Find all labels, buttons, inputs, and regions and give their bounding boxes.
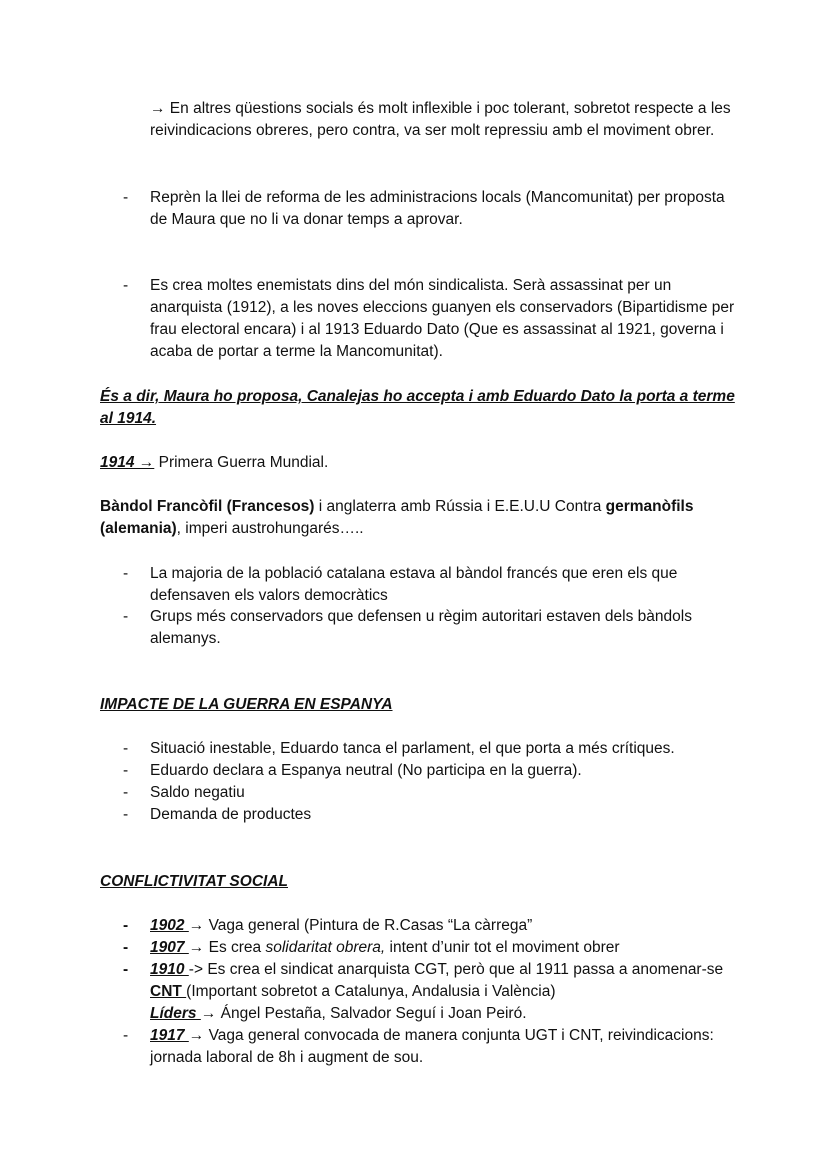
conflict-heading: CONFLICTIVITAT SOCIAL [100, 873, 288, 890]
summary-paragraph: És a dir, Maura ho proposa, Canalejas ho accepta i amb Eduardo Dato la porta a terme al 1914. [100, 388, 735, 427]
list-item-text: Grups més conservadors que defensen u règim autoritari estaven dels bàndols alemanys. [150, 608, 692, 647]
list-item-text: Eduardo declara a Espanya neutral (No participa en la guerra). [150, 762, 582, 779]
list-item-text: → Vaga general (Pintura de R.Casas “La càrrega” [188, 917, 533, 934]
list-item-text: intent d’unir tot el moviment obrer [385, 939, 620, 956]
bullet-dash: - [123, 189, 129, 206]
list-item [123, 563, 740, 607]
list-item [123, 1025, 740, 1069]
list-item [123, 275, 740, 363]
ww1-text: Primera Guerra Mundial. [154, 454, 329, 471]
bullet-dash: - [123, 917, 129, 934]
list-item [123, 738, 740, 760]
cnt-label: CNT [150, 983, 187, 1000]
sides-germanophile: germanòfils (alemania) [100, 498, 694, 537]
ww1-line [100, 452, 730, 474]
list-item [123, 606, 740, 650]
leaders-label: Líders [150, 1005, 201, 1022]
list-item [123, 937, 740, 959]
list-item-text: Demanda de productes [150, 806, 312, 823]
bullet-dash: - [123, 939, 129, 956]
list-item [123, 804, 740, 826]
list-item-text: Reprèn la llei de reforma de les administracions locals (Mancomunitat) per proposta de Maura que no li va donar temps a aprovar. [150, 189, 725, 228]
ww1-year: 1914 → [100, 454, 155, 471]
bullet-dash: - [123, 762, 129, 779]
list-item-text: (Important sobretot a Catalunya, Andalusia i València) [186, 983, 556, 1000]
solidaritat-obrera: solidaritat obrera, [265, 939, 386, 956]
bullet-dash: - [123, 806, 129, 823]
impact-heading: IMPACTE DE LA GUERRA EN ESPANYA [100, 696, 393, 713]
arrow-icon: → [150, 100, 166, 117]
bullet-dash: - [123, 608, 129, 625]
leaders-line [150, 1003, 740, 1025]
sides-francophile: Bàndol Francòfil (Francesos) [100, 498, 315, 515]
conflict-year: 1902 [150, 917, 189, 934]
list-item-text: -> Es crea el sindicat anarquista CGT, però que al 1911 passa a anomenar-se [188, 961, 724, 978]
bullet-dash: - [123, 1027, 129, 1044]
list-item [123, 959, 740, 1025]
list-item [123, 187, 740, 231]
bullet-dash: - [123, 961, 129, 978]
leaders-text: → Ángel Pestaña, Salvador Seguí i Joan Peiró. [200, 1005, 527, 1022]
sides-paragraph [100, 496, 730, 540]
list-item-text: Saldo negatiu [150, 784, 245, 801]
conflict-year: 1910 [150, 961, 189, 978]
list-item [123, 915, 740, 937]
list-item-text: La majoria de la població catalana estava al bàndol francés que eren els que defensaven els valors democràtics [150, 565, 678, 604]
list-item [123, 760, 740, 782]
list-item-text: Es crea moltes enemistats dins del món sindicalista. Serà assassinat per un anarquista (1912), a les noves eleccions guanyen els conservadors (Bipartidisme per frau electoral encara) i al 1913 Eduardo Dato (Que es assassinat al 1921, governa i acaba de portar a terme la Mancomunitat). [150, 277, 735, 360]
bullet-dash: - [123, 784, 129, 801]
list-item-text: Situació inestable, Eduardo tanca el parlament, el que porta a més crítiques. [150, 740, 675, 757]
list-item [123, 782, 740, 804]
bullet-dash: - [123, 740, 129, 757]
bullet-dash: - [123, 565, 129, 582]
list-item-text: → Vaga general convocada de manera conjunta UGT i CNT, reivindicacions: jornada laboral de 8h i augment de sou. [150, 1027, 714, 1066]
sides-text-1: i anglaterra amb Rússia i E.E.U.U Contra [314, 498, 606, 515]
bullet-dash: - [123, 277, 129, 294]
intro-paragraph [150, 98, 740, 142]
intro-text: En altres qüestions socials és molt inflexible i poc tolerant, sobretot respecte a les reivindicacions obreres, pero contra, va ser molt repressiu amb el moviment obrer. [150, 100, 731, 139]
conflict-year: 1917 [150, 1027, 189, 1044]
list-item-text: → Es crea [188, 939, 266, 956]
sides-text-2: , imperi austrohungarés….. [176, 520, 364, 537]
conflict-year: 1907 [150, 939, 189, 956]
